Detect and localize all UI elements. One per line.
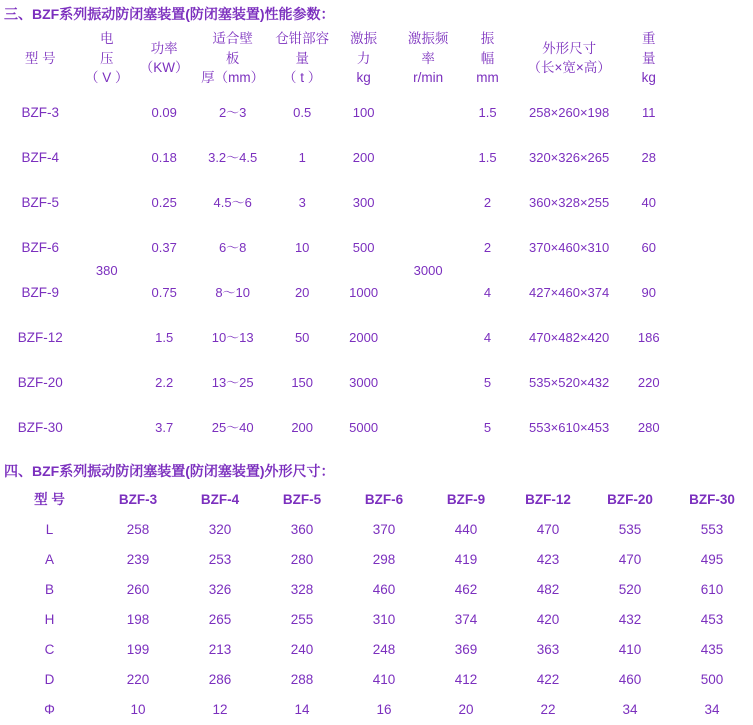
cell-dim-label: A [44,551,54,567]
cell-dim-value: 198 [126,611,150,627]
cell-dim-value: 213 [208,641,232,657]
cell-dim-value: 535 [618,521,642,537]
col-header-capacity: 仓钳部容 量 （ t ） [275,31,330,86]
cell-size: 370×460×310 [528,240,610,256]
cell-dim-label: L [45,521,54,537]
cell-wall: 25～40 [211,420,254,436]
cell-dim-value: 310 [372,611,396,627]
cell-frequency-merged: 3000 [413,262,443,278]
cell-dim-value: 435 [700,641,724,657]
cell-amplitude: 4 [483,285,492,301]
cell-wall: 4.5～6 [213,195,252,211]
cell-wall: 13～25 [211,375,254,391]
cell-dim-label: Φ [44,701,55,717]
cell-force: 1000 [349,285,379,301]
col-header-dim-label: 型 号 [34,491,65,507]
cell-dim-value: 410 [372,671,396,687]
cell-size: 258×260×198 [528,105,610,121]
cell-dim-value: 420 [536,611,560,627]
cell-amplitude: 5 [483,375,492,391]
cell-size: 535×520×432 [528,375,610,391]
table-row [2,635,753,665]
cell-size: 427×460×374 [528,285,610,301]
cell-power: 3.7 [155,420,174,436]
table-row [2,665,753,695]
cell-dim-value: 239 [126,551,150,567]
cell-size: 470×482×420 [528,330,610,346]
cell-dim-label: C [44,641,55,657]
col-header-bzf-3: BZF-3 [118,491,158,507]
table-row [2,575,753,605]
table-header-row [2,485,753,515]
cell-weight: 40 [641,195,656,211]
cell-dim-value: 280 [290,551,314,567]
cell-dim-label: D [44,671,55,687]
cell-dim-value: 328 [290,581,314,597]
cell-dim-value: 363 [536,641,560,657]
cell-weight: 11 [642,105,656,121]
cell-model: BZF-6 [21,240,60,256]
cell-dim-value: 410 [618,641,642,657]
cell-dim-value: 20 [458,701,474,717]
cell-dim-value: 419 [454,551,478,567]
cell-dim-value: 422 [536,671,560,687]
cell-capacity: 3 [298,195,306,211]
cell-dim-value: 370 [372,521,396,537]
cell-dim-value: 12 [212,701,228,717]
table-header-row [2,26,673,91]
cell-dim-value: 460 [372,581,396,597]
cell-dim-value: 440 [454,521,478,537]
cell-dim-value: 16 [376,701,392,717]
dimensions-table [2,485,753,725]
cell-dim-value: 326 [208,581,232,597]
cell-power: 0.09 [151,105,177,121]
cell-capacity: 150 [291,375,314,391]
cell-dim-value: 34 [704,701,720,717]
cell-power: 0.75 [151,285,177,301]
cell-dim-value: 520 [618,581,642,597]
cell-voltage-merged: 380 [95,262,118,278]
cell-dim-value: 374 [454,611,478,627]
col-header-frequency: 激振频 率 r/min [407,31,449,86]
cell-weight: 60 [641,240,656,256]
cell-force: 5000 [349,420,379,436]
cell-dim-value: 453 [700,611,724,627]
section-heading-dimensions: 四、BZF系列振动防闭塞装置(防闭塞装置)外形尺寸： [4,462,335,479]
cell-model: BZF-4 [21,150,60,166]
cell-capacity: 20 [294,285,310,301]
cell-dim-value: 369 [454,641,478,657]
section-heading-performance: 三、BZF系列振动防闭塞装置(防闭塞装置)性能参数： [4,6,335,22]
col-header-weight: 重 量 kg [641,31,656,86]
table-row [2,515,753,545]
col-header-bzf-4: BZF-4 [200,491,240,507]
cell-dim-value: 260 [126,581,150,597]
cell-wall: 10～13 [211,330,254,346]
cell-weight: 186 [637,330,660,346]
col-header-bzf-30: BZF-30 [689,491,735,507]
col-header-bzf-5: BZF-5 [282,491,322,507]
col-header-model: 型 号 [24,50,56,66]
cell-force: 2000 [349,330,379,346]
cell-dim-value: 500 [700,671,724,687]
cell-power: 2.2 [155,375,174,391]
cell-force: 3000 [349,375,379,391]
cell-model: BZF-12 [17,330,63,346]
cell-amplitude: 2 [483,195,492,211]
cell-dim-value: 610 [700,581,724,597]
cell-wall: 6～8 [218,240,247,256]
cell-dim-value: 286 [208,671,232,687]
cell-wall: 2～3 [218,105,247,121]
cell-dim-value: 462 [454,581,478,597]
cell-dim-value: 432 [618,611,642,627]
cell-dim-value: 34 [622,701,638,717]
cell-weight: 280 [637,420,660,436]
cell-dim-value: 253 [208,551,232,567]
cell-weight: 90 [641,285,656,301]
cell-dim-value: 412 [454,671,478,687]
col-header-wall-thickness: 适合壁 板 厚（mm） [201,31,265,86]
cell-dim-value: 320 [208,521,232,537]
cell-dim-value: 460 [618,671,642,687]
cell-amplitude: 4 [483,330,492,346]
cell-power: 1.5 [155,330,174,346]
cell-amplitude: 2 [483,240,492,256]
cell-dim-value: 240 [290,641,314,657]
cell-dim-value: 553 [700,521,724,537]
cell-capacity: 0.5 [293,105,312,121]
cell-amplitude: 1.5 [478,150,497,166]
col-header-bzf-20: BZF-20 [607,491,653,507]
cell-dim-value: 470 [536,521,560,537]
cell-power: 0.18 [151,150,177,166]
cell-force: 200 [352,150,375,166]
performance-parameters-table [2,26,673,451]
cell-dim-value: 470 [618,551,642,567]
cell-dim-value: 255 [290,611,314,627]
table-row [2,91,673,136]
cell-dim-value: 360 [290,521,314,537]
cell-dim-value: 265 [208,611,232,627]
cell-dim-label: B [44,581,54,597]
cell-dim-value: 482 [536,581,560,597]
cell-dim-value: 495 [700,551,724,567]
cell-power: 0.25 [151,195,177,211]
cell-dim-value: 298 [372,551,396,567]
cell-size: 553×610×453 [528,420,610,436]
cell-capacity: 10 [294,240,310,256]
cell-capacity: 50 [294,330,310,346]
col-header-dimensions: 外形尺寸 （长×宽×高） [527,40,611,76]
cell-model: BZF-9 [21,285,60,301]
cell-dim-value: 248 [372,641,396,657]
cell-force: 300 [352,195,375,211]
cell-capacity: 200 [291,420,314,436]
cell-force: 500 [352,240,375,256]
cell-power: 0.37 [151,240,177,256]
cell-dim-value: 22 [540,701,556,717]
cell-model: BZF-20 [17,375,63,391]
cell-wall: 8～10 [215,285,251,301]
table-row [2,605,753,635]
cell-dim-value: 14 [294,701,310,717]
col-header-bzf-12: BZF-12 [525,491,571,507]
col-header-voltage: 电 压 （ V ） [85,31,129,86]
cell-amplitude: 5 [483,420,492,436]
cell-dim-value: 258 [126,521,150,537]
cell-dim-value: 423 [536,551,560,567]
cell-size: 320×326×265 [528,150,610,166]
cell-force: 100 [352,105,375,121]
table-row [2,545,753,575]
cell-dim-value: 199 [126,641,150,657]
cell-dim-label: H [44,611,55,627]
cell-capacity: 1 [298,150,306,166]
cell-size: 360×328×255 [528,195,610,211]
cell-amplitude: 1.5 [478,105,497,121]
col-header-amplitude: 振 幅 mm [476,31,499,86]
cell-wall: 3.2～4.5 [208,150,258,166]
col-header-bzf-9: BZF-9 [446,491,486,507]
col-header-exciting-force: 激振 力 kg [350,31,378,86]
col-header-power: 功率 （KW） [139,40,189,76]
col-header-bzf-6: BZF-6 [364,491,404,507]
cell-dim-value: 220 [126,671,150,687]
table-row [2,695,753,725]
cell-weight: 220 [637,375,660,391]
cell-model: BZF-5 [21,195,60,211]
cell-dim-value: 288 [290,671,314,687]
cell-weight: 28 [641,150,656,166]
cell-model: BZF-30 [17,420,63,436]
cell-model: BZF-3 [21,105,60,121]
cell-dim-value: 10 [130,701,146,717]
